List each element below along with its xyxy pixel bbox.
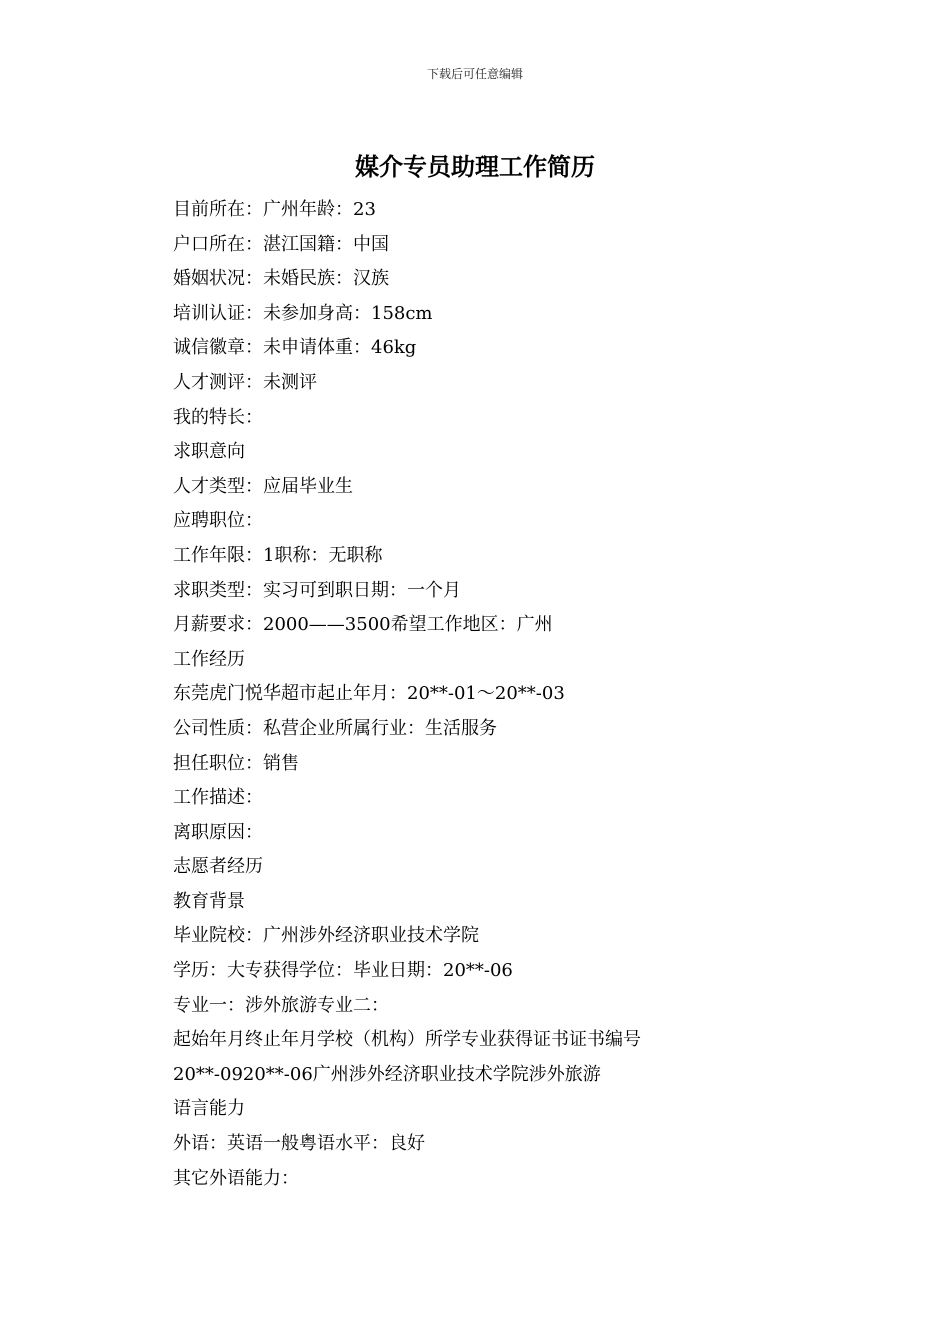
document-line: 培训认证：未参加身高：158cm <box>173 302 433 324</box>
document-line: 人才类型：应届毕业生 <box>173 475 353 497</box>
document-line: 婚姻状况：未婚民族：汉族 <box>173 268 389 290</box>
document-line: 离职原因： <box>173 821 263 843</box>
document-line: 担任职位：销售 <box>173 752 299 774</box>
section-heading: 语言能力 <box>173 1098 245 1120</box>
document-title: 媒介专员助理工作简历 <box>355 153 595 181</box>
document-line: 起始年月终止年月学校（机构）所学专业获得证书证书编号 <box>173 1029 641 1051</box>
document-line: 其它外语能力： <box>173 1167 299 1189</box>
document-line: 东莞虎门悦华超市起止年月：20**-01～20**-03 <box>173 683 565 705</box>
document-line: 公司性质：私营企业所属行业：生活服务 <box>173 717 497 739</box>
document-line: 应聘职位： <box>173 510 263 532</box>
document-line: 外语：英语一般粤语水平：良好 <box>173 1133 425 1155</box>
document-line: 求职类型：实习可到职日期：一个月 <box>173 579 461 601</box>
document-body <box>173 193 793 1196</box>
section-heading: 求职意向 <box>173 441 245 463</box>
document-line: 诚信徽章：未申请体重：46kg <box>173 337 417 359</box>
document-line: 学历：大专获得学位：毕业日期：20**-06 <box>173 960 513 982</box>
page-header-note: 下载后可任意编辑 <box>426 67 523 81</box>
document-line: 我的特长： <box>173 406 263 428</box>
document-line: 月薪要求：2000——3500希望工作地区：广州 <box>173 614 553 636</box>
section-heading: 工作经历 <box>173 648 245 670</box>
document-line: 毕业院校：广州涉外经济职业技术学院 <box>173 925 479 947</box>
document-line: 工作年限：1职称：无职称 <box>173 544 383 566</box>
document-line: 工作描述： <box>173 787 263 809</box>
section-heading: 志愿者经历 <box>173 856 263 878</box>
document-line: 专业一：涉外旅游专业二： <box>173 994 389 1016</box>
document-line: 人才测评：未测评 <box>173 371 317 393</box>
document-line: 目前所在：广州年龄：23 <box>173 199 376 220</box>
section-heading: 教育背景 <box>173 890 245 912</box>
document-line: 户口所在：湛江国籍：中国 <box>173 233 389 255</box>
document-line: 20**-0920**-06广州涉外经济职业技术学院涉外旅游 <box>173 1063 601 1085</box>
